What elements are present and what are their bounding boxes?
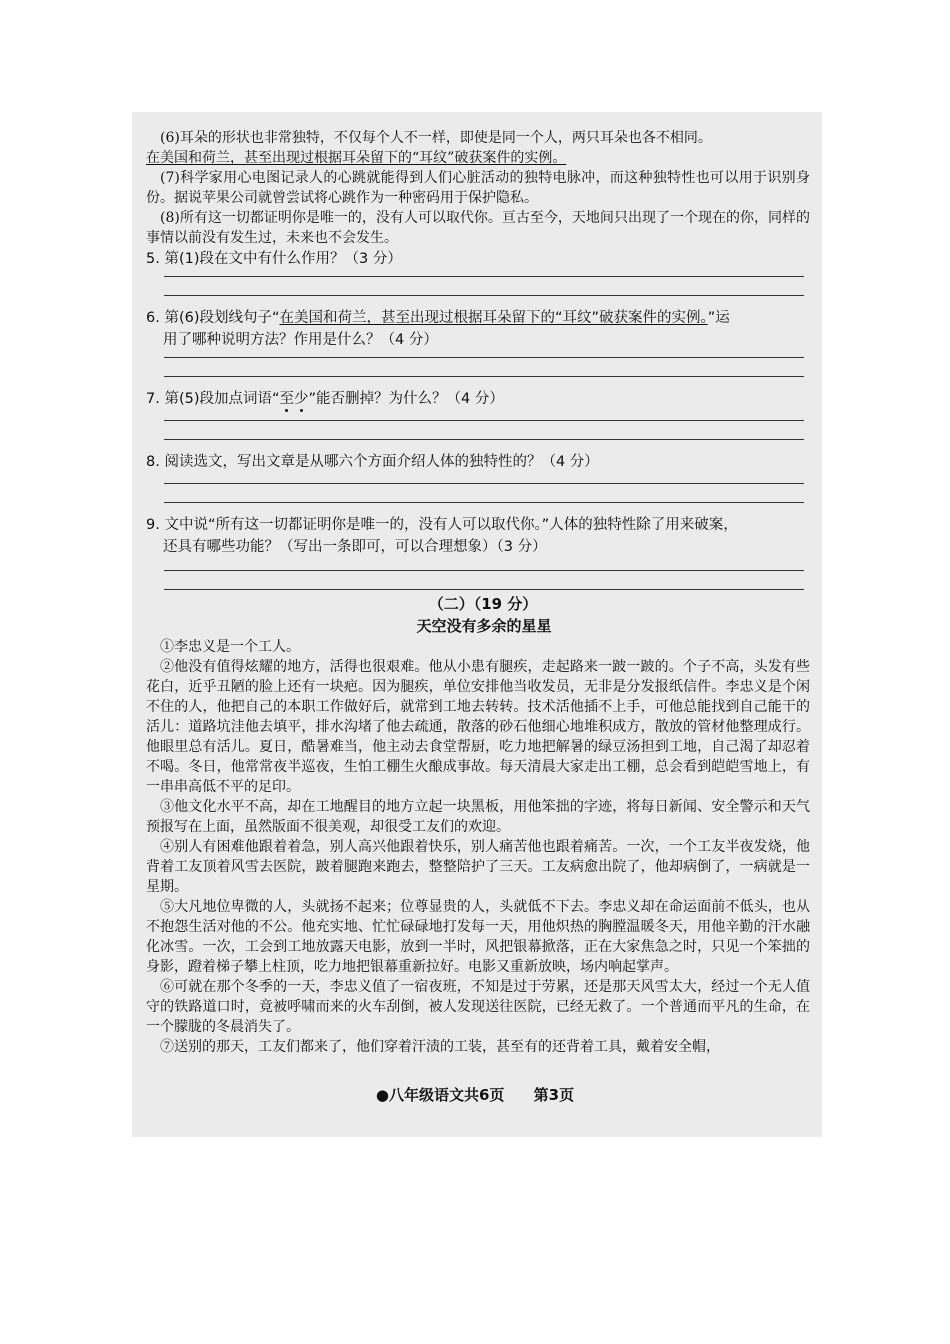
story-paragraph-7: ⑦送别的那天，工友们都来了，他们穿着汗渍的工装，甚至有的还背着工具，戴着安全帽， <box>160 1039 720 1055</box>
footer-page-number: 第3页 <box>533 1086 575 1104</box>
page-footer <box>0 1084 950 1106</box>
article-paragraph-6 <box>146 128 810 168</box>
question-7 <box>146 388 810 410</box>
question-6 <box>146 307 810 329</box>
story-paragraph-4: ④别人有困难他跟着着急，别人高兴他跟着快乐，别人痛苦他也跟着痛苦。一次，一个工友半夜发烧，他背着工友顶着风雪去医院，跛着腿跑来跑去，整整陪护了三天。工友病愈出院了，他却病倒了，一病就是一星期。 <box>146 839 810 895</box>
question-9-continued: 还具有哪些功能？（写出一条即可，可以合理想象）（3 分） <box>163 539 547 555</box>
section-2-title: 天空没有多余的星星 <box>416 617 552 635</box>
question-9: 9. 文中说“所有这一切都证明你是唯一的，没有人可以取代你。”人体的独特性除了用来破案， <box>146 517 738 533</box>
question-8: 8. 阅读选文，写出文章是从哪六个方面介绍人体的独特性的？（4 分） <box>146 454 599 470</box>
emphasis-dotted-char: 少 <box>294 391 309 407</box>
story-paragraph-3: ③他文化水平不高，却在工地醒目的地方立起一块黑板，用他笨拙的字迹，将每日新闻、安全警示和天气预报写在上面，虽然版面不很美观，却很受工友们的欢迎。 <box>146 799 810 835</box>
question-7-prefix: 7. 第(5)段加点词语“ <box>146 391 280 407</box>
question-5: 5. 第(1)段在文中有什么作用？（3 分） <box>146 251 402 267</box>
story-paragraph-2: ②他没有值得炫耀的地方，活得也很艰难。他从小患有腿疾，走起路来一跛一跛的。个子不高，头发有些花白，近乎丑陋的脸上还有一块疤。因为腿疾，单位安排他当收发员，无非是分发报纸信件。李忠义是个闲不住的人，他把自己的本职工作做好后，就常到工地去转转。技术活他插不上手，可他总能找到自己能干的活儿：道路坑洼他去填平，排水沟堵了他去疏通，散落的砂石他细心地堆积成方，散放的管材他整理成行。他眼里总有活儿。夏日，酷暑难当，他主动去食堂帮厨，吃力地把解暑的绿豆汤担到工地，自己渴了却忍着不喝。冬日，他常常夜半巡夜，生怕工棚生火酿成事故。每天清晨大家走出工棚，总会看到皑皑雪地上，有一串串高低不平的足印。 <box>146 659 810 795</box>
footer-exam-info: ●八年级语文共6页 <box>375 1086 505 1104</box>
story-paragraph-5: ⑤大凡地位卑微的人，头就扬不起来；位尊显贵的人，头就低不下去。李忠义却在命运面前不低头，也从不抱怨生活对他的不公。他充实地、忙忙碌碌地打发每一天，用他炽热的胸膛温暖冬天，用他辛勤的汗水融化冰雪。一次，工会到工地放露天电影，放到一半时，风把银幕掀落，正在大家焦急之时，只见一个笨拙的身影，蹬着梯子攀上柱顶，吃力地把银幕重新拉好。电影又重新放映，场内响起掌声。 <box>146 899 810 975</box>
article-paragraph-7: (7)科学家用心电图记录人的心跳就能得到人们心脏活动的独特电脉冲，而这种独特性也可以用于识别身份。据说苹果公司就曾尝试将心跳作为一种密码用于保护隐私。 <box>146 170 810 206</box>
section-2-header: （二）（19 分） <box>428 595 538 613</box>
question-6-continued: 用了哪种说明方法？作用是什么？（4 分） <box>163 332 438 348</box>
paragraph-6-text: (6)耳朵的形状也非常独特，不仅每个人不一样，即使是同一个人，两只耳朵也各不相同。 <box>160 130 712 146</box>
paragraph-6-underlined-sentence: 在美国和荷兰，甚至出现过根据耳朵留下的“耳纹”破获案件的实例。 <box>146 150 567 166</box>
question-7-suffix: ”能否删掉？为什么？（4 分） <box>308 391 504 407</box>
question-6-quoted-sentence: 在美国和荷兰，甚至出现过根据耳朵留下的“耳纹”破获案件的实例。 <box>279 310 708 326</box>
story-paragraph-6: ⑥可就在那个冬季的一天，李忠义值了一宿夜班，不知是过于劳累，还是那天风雪太大，经过一个无人值守的铁路道口时，竟被呼啸而来的火车刮倒，被人发现送往医院，已经无救了。一个普通而平凡的生命，在一个朦胧的冬晨消失了。 <box>146 979 810 1035</box>
exam-content <box>146 128 810 1057</box>
article-paragraph-8: (8)所有这一切都证明你是唯一的，没有人可以取代你。亘古至今，天地间只出现了一个现在的你，同样的事情以前没有发生过，未来也不会发生。 <box>146 210 810 246</box>
question-6-suffix: ”运 <box>707 310 730 326</box>
story-paragraph-1: ①李忠义是一个工人。 <box>160 639 300 655</box>
emphasis-dotted-char: 至 <box>279 391 294 407</box>
question-6-prefix: 6. 第(6)段划线句子“ <box>146 310 280 326</box>
